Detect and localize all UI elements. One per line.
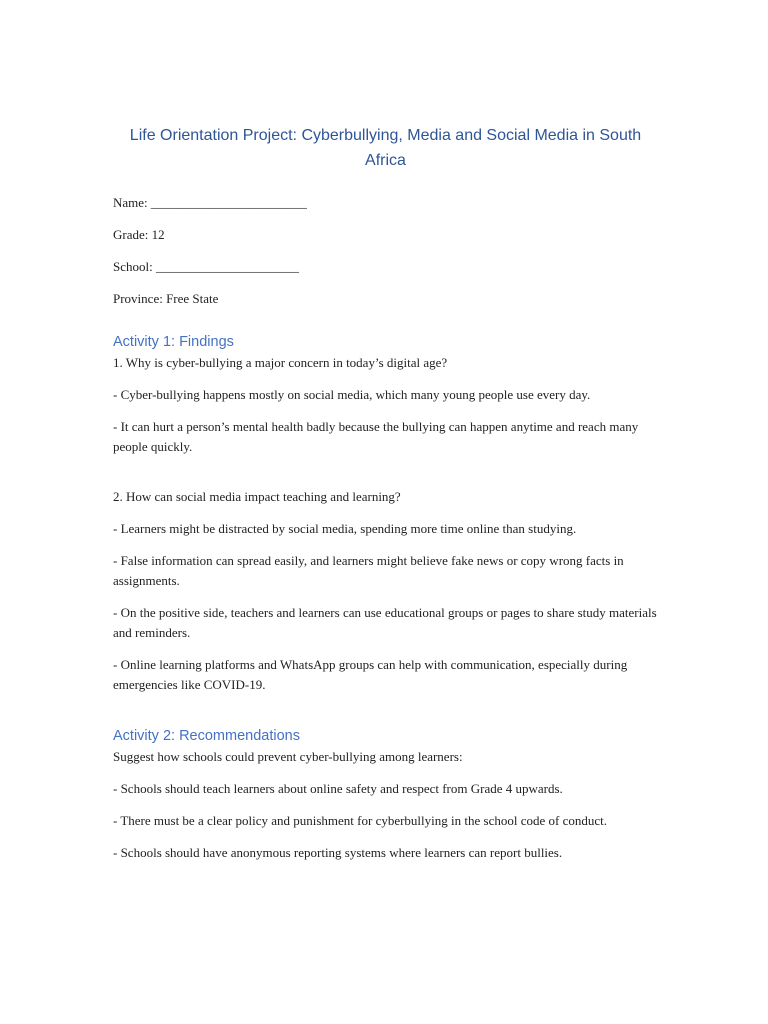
activity-1-q1-point: - It can hurt a person’s mental health badly because the bullying can happen anytime and reach many people quickly. [113,419,639,454]
activity-1-q2-point: - On the positive side, teachers and learners can use educational groups or pages to share study materials and reminders. [113,605,657,640]
spacer [113,707,658,725]
spacer [113,321,658,331]
activity-2-point: - Schools should have anonymous reporting systems where learners can report bullies. [113,845,563,860]
activity-1-q2-point: - Learners might be distracted by social media, spending more time online than studying. [113,521,577,536]
activity-2-point: - There must be a clear policy and punishment for cyberbullying in the school code of conduct. [113,813,607,828]
activity-2-point: - Schools should teach learners about online safety and respect from Grade 4 upwards. [113,781,563,796]
activity-1-q2-point: - Online learning platforms and WhatsApp groups can help with communication, especially during emergencies like COVID-19. [113,657,628,692]
activity-1-heading: Activity 1: Findings [113,334,234,350]
spacer [113,469,658,487]
activity-2-intro: Suggest how schools could prevent cyber-bullying among learners: [113,749,463,764]
activity-1-q2-point: - False information can spread easily, and learners might believe fake news or copy wrong facts in assignments. [113,553,624,588]
name-field: Name: ________________________ [113,195,307,210]
grade-field: Grade: 12 [113,227,165,242]
activity-1-question-1: 1. Why is cyber-bullying a major concern in today’s digital age? [113,355,448,370]
activity-1-question-2: 2. How can social media impact teaching and learning? [113,489,401,504]
document-title: Life Orientation Project: Cyberbullying, Media and Social Media in South Africa [129,127,642,169]
activity-1-q1-point: - Cyber-bullying happens mostly on social media, which many young people use every day. [113,387,591,402]
school-field: School: ______________________ [113,259,299,274]
province-field: Province: Free State [113,291,219,306]
document-content [113,123,658,875]
activity-2-heading: Activity 2: Recommendations [113,728,300,744]
